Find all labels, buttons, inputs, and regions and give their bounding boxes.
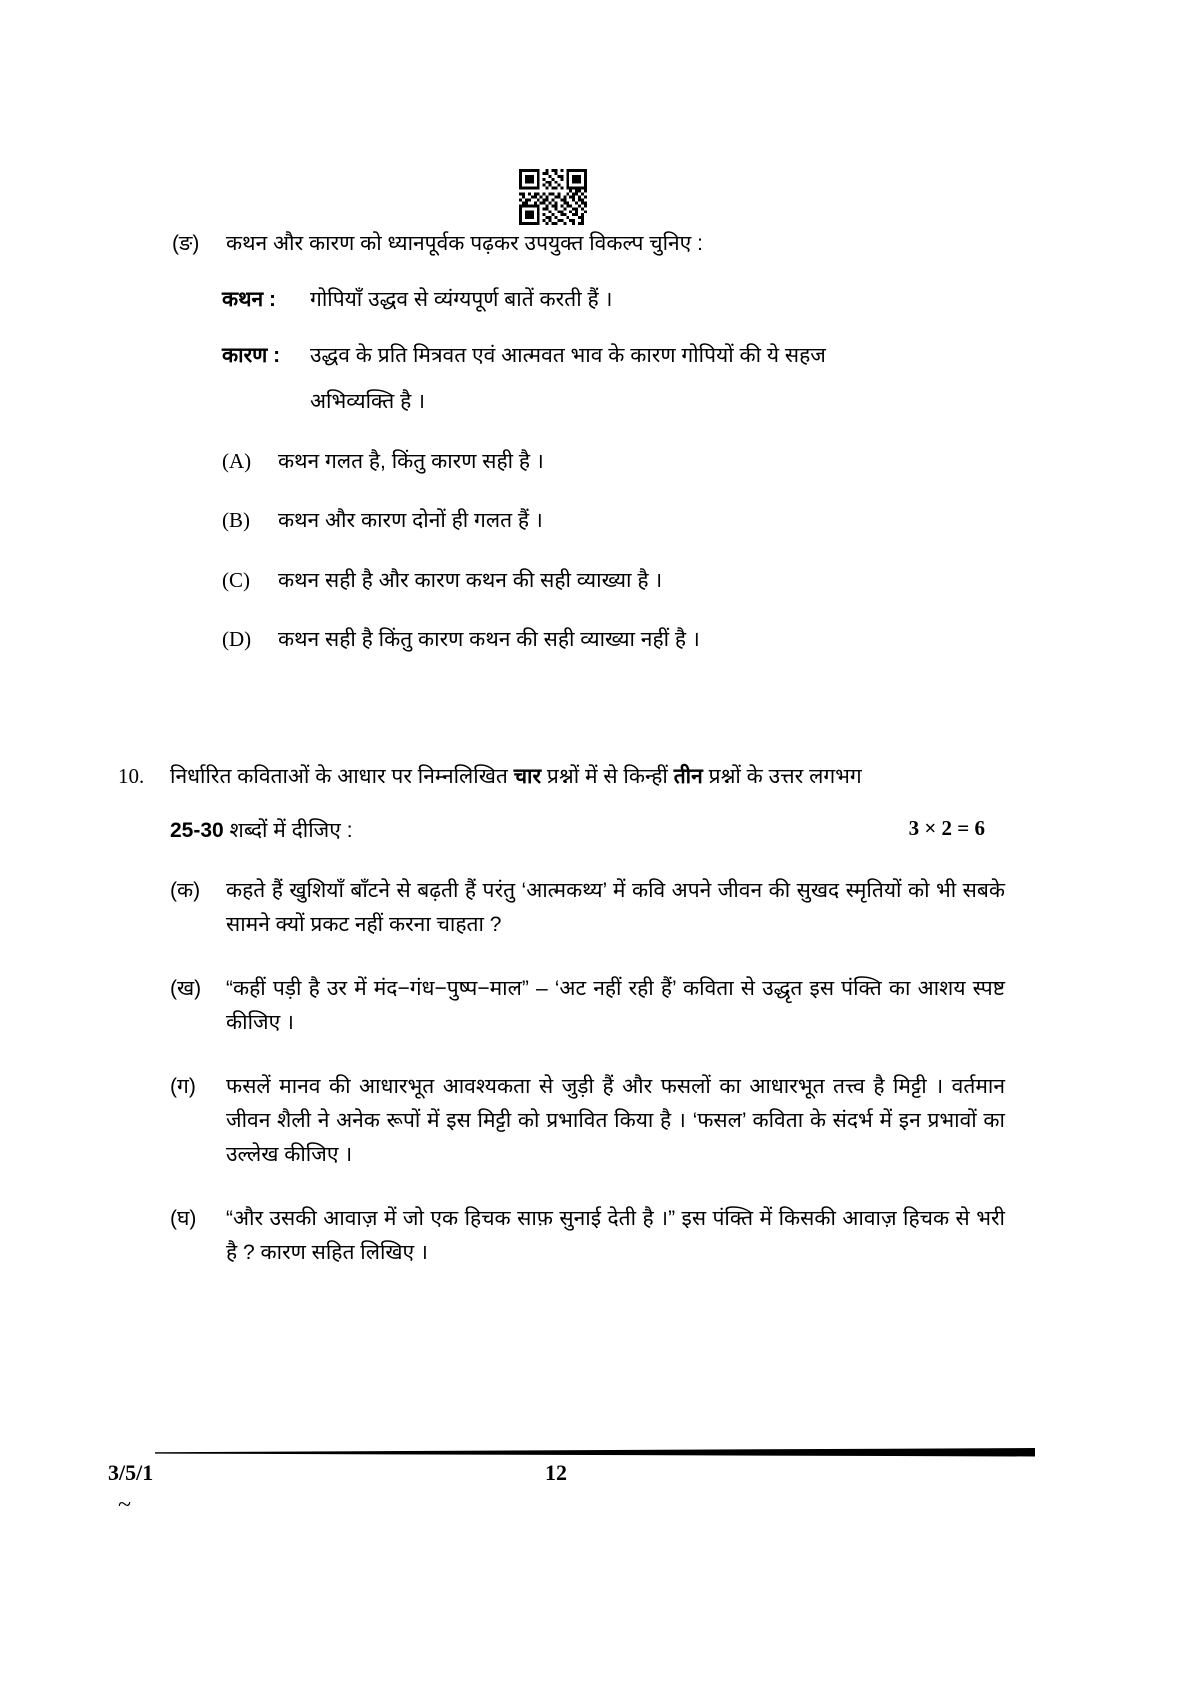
sub-question-ga-line2: मिट्टी । वर्तमान जीवन शैली ने अनेक रूपों में इस मिट्टी को प्रभावित किया है । ‘फसल’ [226,1074,1005,1132]
option-c-text: कथन सही है और कारण कथन की सही व्याख्या है । [278,568,663,592]
sub-question-ka [0,874,1190,942]
assertion-text: गोपियाँ उद्धव से व्यंग्यपूर्ण बातें करती हैं । [310,287,613,311]
sub-question-ga-line3: कविता के संदर्भ में इन प्रभावों का उल्लेख कीजिए । [226,1108,1005,1166]
sub-question-gha-marker: (घ) [170,1206,197,1230]
assertion-reason-instruction: कथन और कारण को ध्यानपूर्वक पढ़कर उपयुक्त विकल्प चुनिए : [226,232,703,255]
reason-row [0,339,1190,373]
lead-bold-teen: तीन [673,765,703,788]
option-marker-nga: (ङ) [172,232,200,255]
sub-question-kha [0,972,1190,1040]
sub-question-gha [0,1202,1190,1270]
sub-question-ga [0,1070,1190,1172]
option-d-text: कथन सही है किंतु कारण कथन की सही व्याख्या नहीं है । [278,628,700,652]
option-c[interactable] [0,564,1190,598]
sub-question-kha-line1: “कहीं पड़ी है उर में मंद−गंध−पुष्प−माल” – ‘अट नहीं रही हैं’ कविता से उद्धृत इस पंक्ति [226,976,882,1000]
word-count-suffix: शब्दों में दीजिए : [223,818,353,842]
tilde-mark: ~ [118,1492,131,1518]
reason-text-continued: अभिव्यक्ति है । [310,389,426,413]
word-count-range: 25-30 [170,818,224,842]
option-b[interactable] [0,504,1190,538]
question-10-number: 10. [118,764,145,788]
sub-question-gha-line2: हिचक से भरी है ? कारण सहित लिखिए । [226,1206,1005,1264]
question-10-lead-row [0,760,1190,794]
option-a-marker: (A) [222,448,252,473]
option-d-marker: (D) [222,627,252,652]
question-10-lead-text [170,760,1190,794]
reason-text: उद्धव के प्रति मित्रवत एवं आत्मवत भाव के कारण गोपियों की ये सहज [310,343,826,367]
page-number: 12 [545,1460,567,1485]
option-b-marker: (B) [222,508,250,533]
lead-part-2: प्रश्नों में से किन्हीं [541,765,674,788]
sub-question-gha-text [226,1202,1190,1270]
assertion-reason-question [0,228,1190,657]
question-10-lead-line2 [0,816,1190,844]
lead-part-1: निर्धारित कविताओं के आधार पर निम्नलिखित [170,765,514,788]
sub-question-gha-line1: “और उसकी आवाज़ में जो एक हिचक साफ़ सुनाई देती है ।” इस पंक्ति में किसकी आवाज़ [226,1206,897,1230]
lead-part-3: प्रश्नों के उत्तर लगभग [702,765,862,788]
question-10 [0,760,1190,1270]
qr-code-icon [515,166,591,228]
assertion-reason-instruction-row [0,228,1190,261]
sub-question-kha-line2: का आशय स्पष्ट कीजिए । [226,976,1005,1034]
option-d[interactable] [0,623,1190,657]
assertion-label: कथन : [222,287,277,311]
sub-question-ga-text [226,1070,1190,1172]
option-c-marker: (C) [222,567,250,592]
footer-divider [155,1448,1035,1458]
option-a-text: कथन गलत है, किंतु कारण सही है । [278,449,544,473]
lead-bold-chaar: चार [513,765,542,788]
sub-question-ga-marker: (ग) [170,1074,196,1098]
option-a[interactable] [0,445,1190,479]
reason-label: कारण : [222,343,281,367]
paper-code: 3/5/1 [108,1460,154,1485]
sub-question-ka-marker: (क) [170,878,201,902]
sub-question-kha-text [226,972,1190,1040]
sub-question-ga-line1: फसलें मानव की आधारभूत आवश्यकता से जुड़ी हैं और फसलों का आधारभूत तत्त्व है [226,1074,885,1098]
sub-question-ka-text [226,874,1190,942]
assertion-row [0,283,1190,317]
option-b-text: कथन और कारण दोनों ही गलत हैं । [278,509,543,533]
sub-question-ka-line1: कहते हैं खुशियाँ बाँटने से बढ़ती हैं परंतु ‘आत्मकथ्य’ में कवि अपने जीवन की सुखद [226,878,840,902]
sub-question-ka-line2: स्मृतियों को भी सबके सामने क्यों प्रकट नहीं करना चाहता ? [226,878,1005,936]
marks-allocation: 3 × 2 = 6 [908,815,985,840]
sub-question-kha-marker: (ख) [170,976,202,1000]
